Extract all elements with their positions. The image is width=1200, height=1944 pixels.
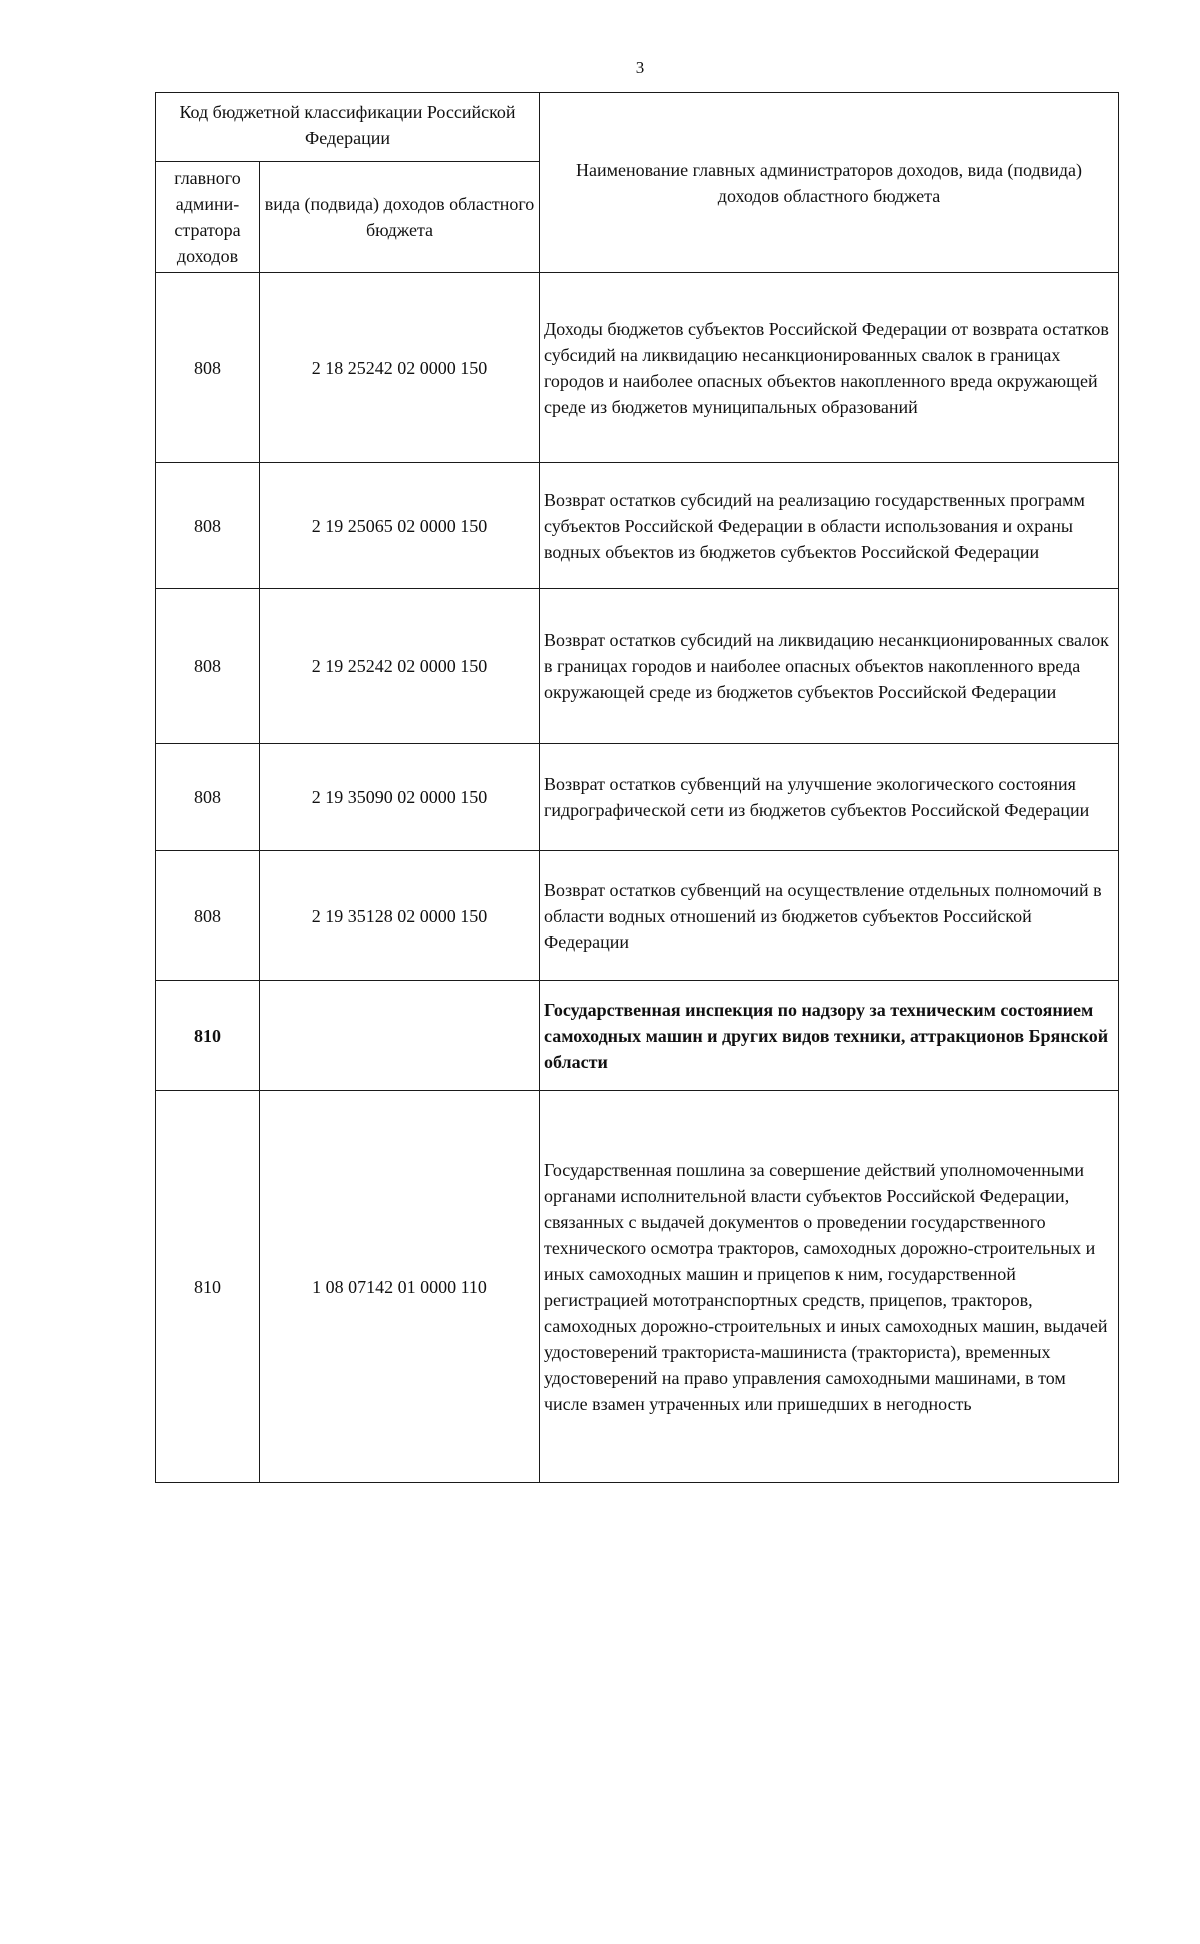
description-cell: Возврат остатков субвенций на осуществление отдельных полномочий в области водных отношений из бюджетов субъектов Российской Федерации	[540, 851, 1119, 981]
description-cell: Возврат остатков субсидий на ликвидацию несанкционированных свалок в границах городов и наиболее опасных объектов накопленного вреда окружающей среде из бюджетов субъектов Российской Федерации	[540, 589, 1119, 744]
table-row	[156, 273, 1119, 463]
header-name-column: Наименование главных администраторов доходов, вида (подвида) доходов областного бюджета	[540, 93, 1119, 273]
description-cell: Государственная пошлина за совершение действий уполномоченными органами исполнительной власти субъектов Российской Федерации, связанных с выдачей документов о проведении государственного технического осмотра тракторов, самоходных дорожно-строительных и иных самоходных машин и прицепов к ним, государственной регистрацией мототранспортных средств, прицепов, тракторов, самоходных дорожно-строительных и иных самоходных машин, выдачей удостоверений тракториста-машиниста (тракториста), временных удостоверений на право управления самоходными машинами, в том числе взамен утраченных или пришедших в негодность	[540, 1091, 1119, 1483]
income-code-cell: 2 19 25242 02 0000 150	[260, 589, 540, 744]
admin-code-cell: 808	[156, 589, 260, 744]
admin-code-cell: 808	[156, 273, 260, 463]
page-number: 3	[635, 58, 645, 77]
table-row	[156, 981, 1119, 1091]
income-code-cell: 2 19 35128 02 0000 150	[260, 851, 540, 981]
description-cell: Государственная инспекция по надзору за техническим состоянием самоходных машин и других видов техники, аттракционов Брянской области	[540, 981, 1119, 1091]
income-code-cell: 2 19 25065 02 0000 150	[260, 463, 540, 589]
table-row	[156, 589, 1119, 744]
income-code-cell: 1 08 07142 01 0000 110	[260, 1091, 540, 1483]
admin-code-cell: 808	[156, 463, 260, 589]
admin-code-cell: 808	[156, 744, 260, 851]
header-income-column: вида (подвида) доходов областного бюджета	[260, 162, 540, 273]
description-cell: Доходы бюджетов субъектов Российской Федерации от возврата остатков субсидий на ликвидацию несанкционированных свалок в границах городов и наиболее опасных объектов накопленного вреда окружающей среде из бюджетов муниципальных образований	[540, 273, 1119, 463]
table-row	[156, 463, 1119, 589]
table-row	[156, 851, 1119, 981]
table-row	[156, 744, 1119, 851]
admin-code-cell: 810	[156, 1091, 260, 1483]
admin-code-cell: 810	[156, 981, 260, 1091]
income-code-cell	[260, 981, 540, 1091]
description-cell: Возврат остатков субсидий на реализацию государственных программ субъектов Российской Федерации в области использования и охраны водных объектов из бюджетов субъектов Российской Федерации	[540, 463, 1119, 589]
description-cell: Возврат остатков субвенций на улучшение экологического состояния гидрографической сети из бюджетов субъектов Российской Федерации	[540, 744, 1119, 851]
header-admin-column: главного админи-стратора доходов	[156, 162, 260, 273]
header-row-top	[156, 93, 1119, 162]
budget-classification-table	[155, 92, 1119, 1483]
table-row	[156, 1091, 1119, 1483]
header-classification-code: Код бюджетной классификации Российской Федерации	[156, 93, 540, 162]
income-code-cell: 2 18 25242 02 0000 150	[260, 273, 540, 463]
admin-code-cell: 808	[156, 851, 260, 981]
income-code-cell: 2 19 35090 02 0000 150	[260, 744, 540, 851]
